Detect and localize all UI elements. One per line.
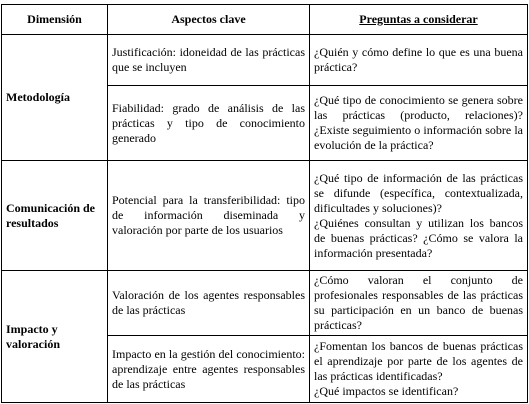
aspect-cell: Valoración de los agentes responsables de las prácticas — [108, 271, 310, 336]
questions-cell — [310, 35, 528, 86]
dimension-cell: Metodología — [2, 35, 108, 161]
aspect-cell: Potencial para la transferibilidad: tipo de información diseminada y valoración por parte de los usuarios — [108, 161, 310, 271]
question-text: ¿Quiénes consultan y utilizan los bancos de buenas prácticas? ¿Cómo se valora la información presentada? — [314, 215, 523, 260]
table-row — [2, 161, 528, 271]
aspect-cell: Justificación: idoneidad de las prácticas que se incluyen — [108, 35, 310, 86]
questions-cell — [310, 271, 528, 336]
dimension-cell: Impacto y valoración — [2, 271, 108, 403]
questions-cell — [310, 336, 528, 403]
table-header-row — [2, 5, 528, 35]
question-text: ¿Quién y cómo define lo que es una buena práctica? — [314, 45, 523, 74]
aspect-cell: Impacto en la gestión del conocimiento: aprendizaje entre agentes responsables de las prácticas — [108, 336, 310, 403]
question-text: ¿Fomentan los bancos de buenas prácticas el aprendizaje por parte de los agentes de las prácticas identificadas? — [314, 339, 523, 383]
question-text: ¿Qué impactos se identifican? — [314, 384, 459, 398]
header-questions — [310, 5, 528, 35]
criteria-table — [1, 4, 528, 403]
table-row — [2, 35, 528, 86]
question-text: ¿Qué tipo de información de las prácticas se difunde (específica, contextualizada, dificultades y soluciones)? — [314, 170, 523, 215]
header-dimension: Dimensión — [2, 5, 108, 35]
aspect-cell: Fiabilidad: grado de análisis de las prácticas y tipo de conocimiento generado — [108, 86, 310, 161]
questions-cell — [310, 86, 528, 161]
question-text: ¿Cómo valoran el conjunto de profesionales responsables de las prácticas su participación en un banco de buenas prácticas? — [314, 273, 523, 332]
question-text: ¿Qué tipo de conocimiento se genera sobre las prácticas (producto, relaciones)? ¿Existe seguimiento o información sobre la evolución de la práctica? — [314, 93, 523, 152]
header-questions-text: Preguntas a considerar — [359, 12, 478, 26]
header-aspects: Aspectos clave — [108, 5, 310, 35]
questions-cell — [310, 161, 528, 271]
table-row — [2, 271, 528, 336]
dimension-cell: Comunicación de resultados — [2, 161, 108, 271]
